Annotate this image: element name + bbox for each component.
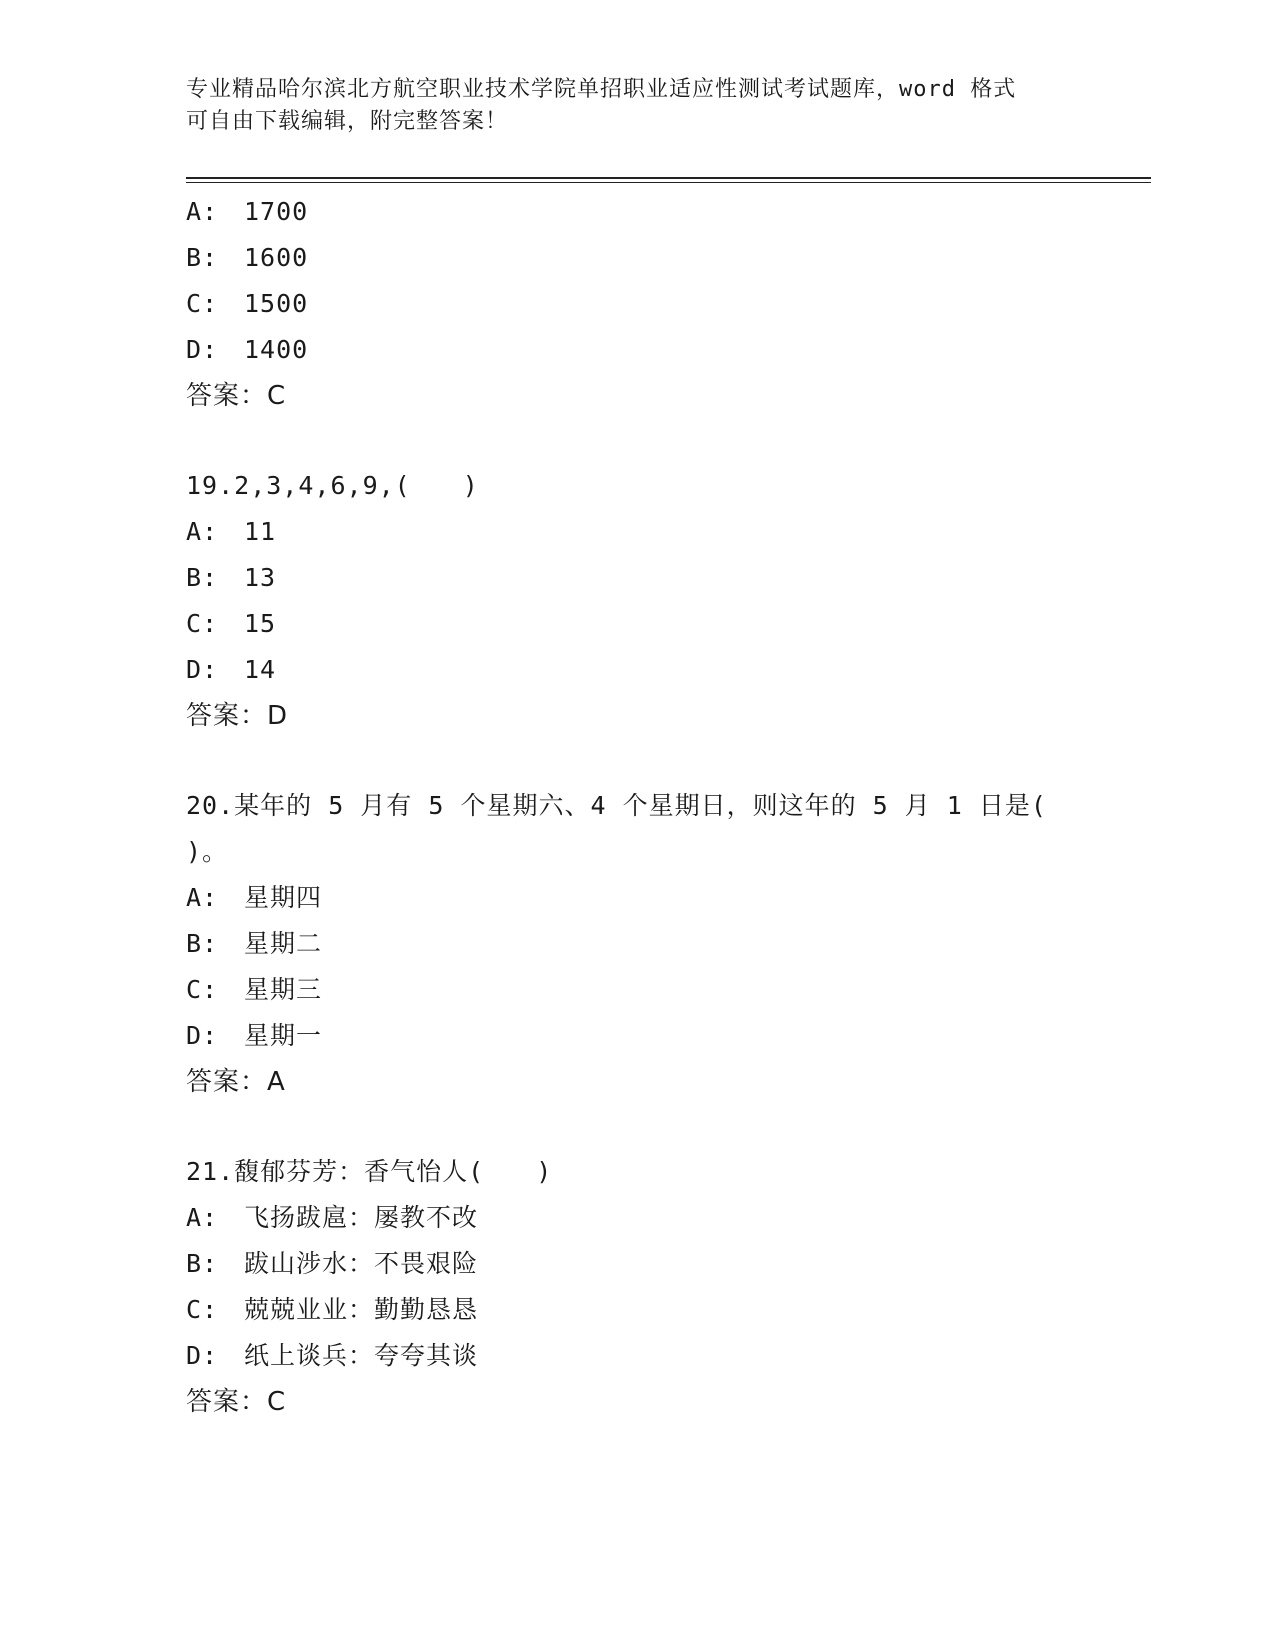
header-rule-thick <box>186 177 1151 179</box>
option-a <box>186 189 1086 235</box>
option-key: D: <box>186 655 219 684</box>
answer-line: 答案：D <box>186 701 289 731</box>
option-text: 兢兢业业：勤勤恳恳 <box>244 1295 479 1324</box>
header-line-2: 可自由下载编辑，附完整答案！ <box>186 109 509 134</box>
document-header <box>186 74 1086 138</box>
option-key: C: <box>186 289 219 318</box>
option-key: A: <box>186 883 219 912</box>
option-key: B: <box>186 1249 219 1278</box>
option-c <box>186 601 1086 647</box>
option-text: 飞扬跋扈：屡教不改 <box>244 1203 479 1232</box>
option-d <box>186 327 1086 373</box>
option-c <box>186 281 1086 327</box>
option-key: C: <box>186 1295 219 1324</box>
option-text: 14 <box>244 655 277 684</box>
answer-line: 答案：A <box>186 1067 286 1097</box>
option-key: B: <box>186 563 219 592</box>
option-key: A: <box>186 517 219 546</box>
question-text: 21.馥郁芬芳：香气怡人( ) <box>186 1157 553 1186</box>
option-key: D: <box>186 1341 219 1370</box>
option-key: D: <box>186 1021 219 1050</box>
option-key: B: <box>186 243 219 272</box>
option-text: 星期四 <box>244 883 323 912</box>
option-b <box>186 921 1086 967</box>
option-text: 星期三 <box>244 975 323 1004</box>
spacer <box>186 1105 1086 1149</box>
answer-line: 答案：C <box>186 381 287 411</box>
header-rule-thin <box>186 182 1151 183</box>
question-text: 19.2,3,4,6,9,( ) <box>186 471 479 500</box>
option-text: 15 <box>244 609 277 638</box>
option-text: 13 <box>244 563 277 592</box>
option-d <box>186 1333 1086 1379</box>
question-list <box>186 189 1086 1425</box>
option-text: 1600 <box>244 243 309 272</box>
option-text: 纸上谈兵：夸夸其谈 <box>244 1341 479 1370</box>
option-a <box>186 1195 1086 1241</box>
option-text: 跋山涉水：不畏艰险 <box>244 1249 479 1278</box>
question-text-line-1: 20.某年的 5 月有 5 个星期六、4 个星期日，则这年的 5 月 1 日是( <box>186 791 1047 820</box>
question-text-line-2: )。 <box>186 837 229 866</box>
option-text: 星期二 <box>244 929 323 958</box>
answer-line: 答案：C <box>186 1387 287 1417</box>
option-key: C: <box>186 609 219 638</box>
option-d <box>186 647 1086 693</box>
option-b <box>186 555 1086 601</box>
option-text: 1500 <box>244 289 309 318</box>
option-b <box>186 235 1086 281</box>
option-b <box>186 1241 1086 1287</box>
option-text: 11 <box>244 517 277 546</box>
option-a <box>186 875 1086 921</box>
question-19 <box>186 463 1086 739</box>
spacer <box>186 739 1086 783</box>
option-key: A: <box>186 1203 219 1232</box>
option-key: D: <box>186 335 219 364</box>
question-21 <box>186 1149 1086 1425</box>
option-d <box>186 1013 1086 1059</box>
option-text: 1400 <box>244 335 309 364</box>
question-20 <box>186 783 1086 1105</box>
option-key: B: <box>186 929 219 958</box>
option-key: C: <box>186 975 219 1004</box>
option-key: A: <box>186 197 219 226</box>
header-line-1: 专业精品哈尔滨北方航空职业技术学院单招职业适应性测试考试题库，word 格式 <box>186 77 1017 102</box>
option-text: 星期一 <box>244 1021 323 1050</box>
question-18 <box>186 189 1086 419</box>
option-text: 1700 <box>244 197 309 226</box>
option-c <box>186 967 1086 1013</box>
spacer <box>186 419 1086 463</box>
option-c <box>186 1287 1086 1333</box>
option-a <box>186 509 1086 555</box>
